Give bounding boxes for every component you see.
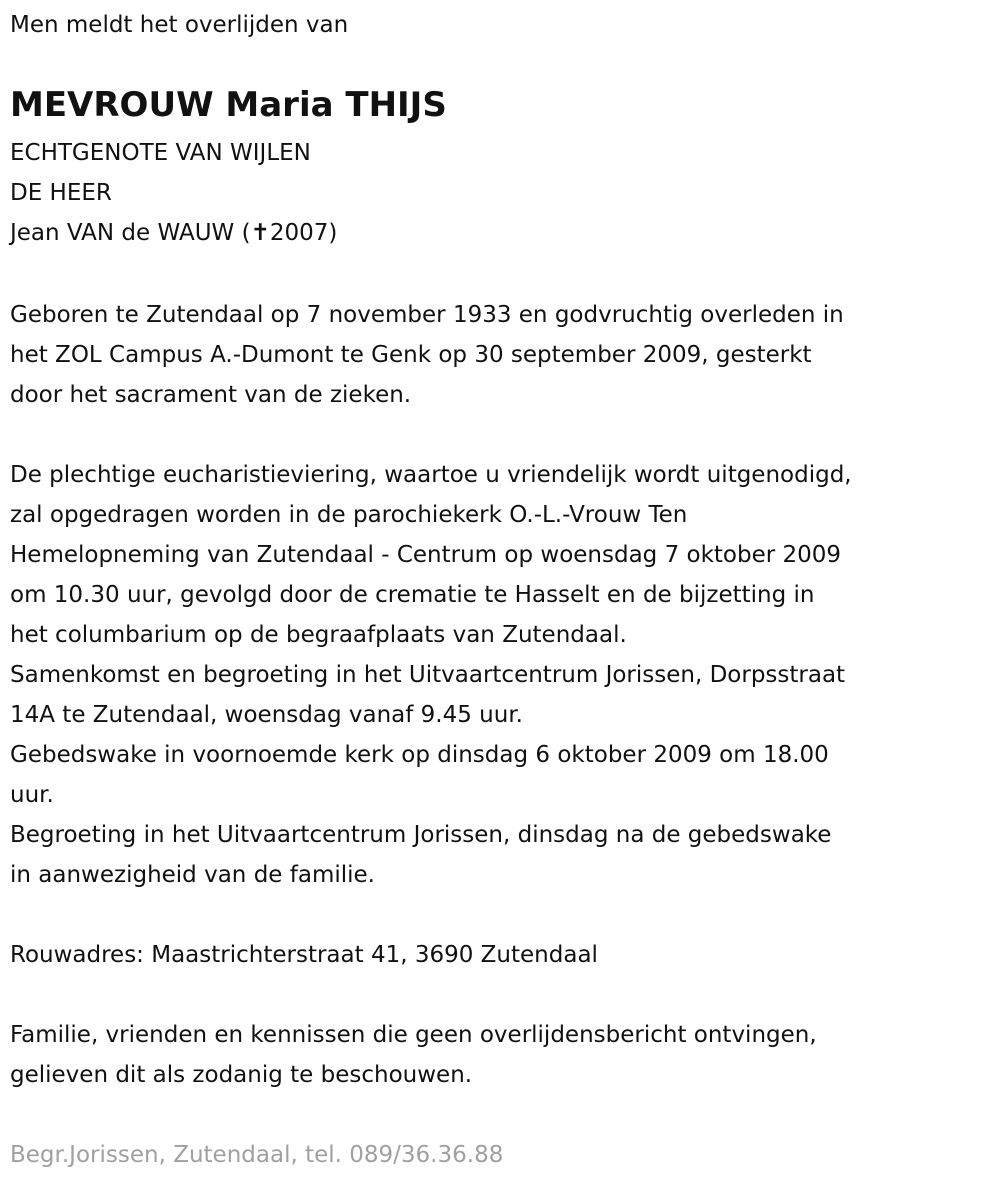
paragraph-line: het ZOL Campus A.-Dumont te Genk op 30 september 2009, gesterkt	[10, 342, 812, 368]
deceased-name: MEVROUW Maria THIJS	[10, 85, 447, 125]
paragraph-line: Geboren te Zutendaal op 7 november 1933 en godvruchtig overleden in	[10, 302, 844, 328]
ceremony-paragraph	[10, 455, 852, 895]
footer	[10, 1135, 503, 1175]
paragraph-line: Begroeting in het Uitvaartcentrum Jorissen, dinsdag na de gebedswake	[10, 822, 832, 848]
paragraph-line: om 10.30 uur, gevolgd door de crematie te Hasselt en de bijzetting in	[10, 582, 815, 608]
paragraph-line: Hemelopneming van Zutendaal - Centrum op woensdag 7 oktober 2009	[10, 542, 842, 568]
mourning-address: Rouwadres: Maastrichterstraat 41, 3690 Zutendaal	[10, 942, 598, 968]
address-paragraph	[10, 935, 598, 975]
intro-text: Men meldt het overlijden van	[10, 12, 349, 38]
paragraph-line: 14A te Zutendaal, woensdag vanaf 9.45 uur.	[10, 702, 523, 728]
paragraph-line: De plechtige eucharistieviering, waartoe u vriendelijk wordt uitgenodigd,	[10, 462, 852, 488]
birth-death-paragraph	[10, 295, 844, 415]
spouse-line: Jean VAN de WAUW (✝2007)	[10, 220, 338, 246]
notice-paragraph	[10, 1015, 817, 1095]
spouse-block	[10, 133, 337, 253]
paragraph-line: door het sacrament van de zieken.	[10, 382, 412, 408]
paragraph-line: gelieven dit als zodanig te beschouwen.	[10, 1062, 473, 1088]
paragraph-line: het columbarium op de begraafplaats van Zutendaal.	[10, 622, 627, 648]
paragraph-line: Samenkomst en begroeting in het Uitvaartcentrum Jorissen, Dorpsstraat	[10, 662, 846, 688]
paragraph-line: in aanwezigheid van de familie.	[10, 862, 375, 888]
spouse-line: ECHTGENOTE VAN WIJLEN	[10, 140, 311, 166]
paragraph-line: Familie, vrienden en kennissen die geen overlijdensbericht ontvingen,	[10, 1022, 817, 1048]
spouse-line: DE HEER	[10, 180, 112, 206]
paragraph-line: uur.	[10, 782, 54, 808]
paragraph-line: Gebedswake in voornoemde kerk op dinsdag 6 oktober 2009 om 18.00	[10, 742, 829, 768]
funeral-home-contact: Begr.Jorissen, Zutendaal, tel. 089/36.36.88	[10, 1142, 504, 1168]
paragraph-line: zal opgedragen worden in de parochiekerk O.-L.-Vrouw Ten	[10, 502, 688, 528]
